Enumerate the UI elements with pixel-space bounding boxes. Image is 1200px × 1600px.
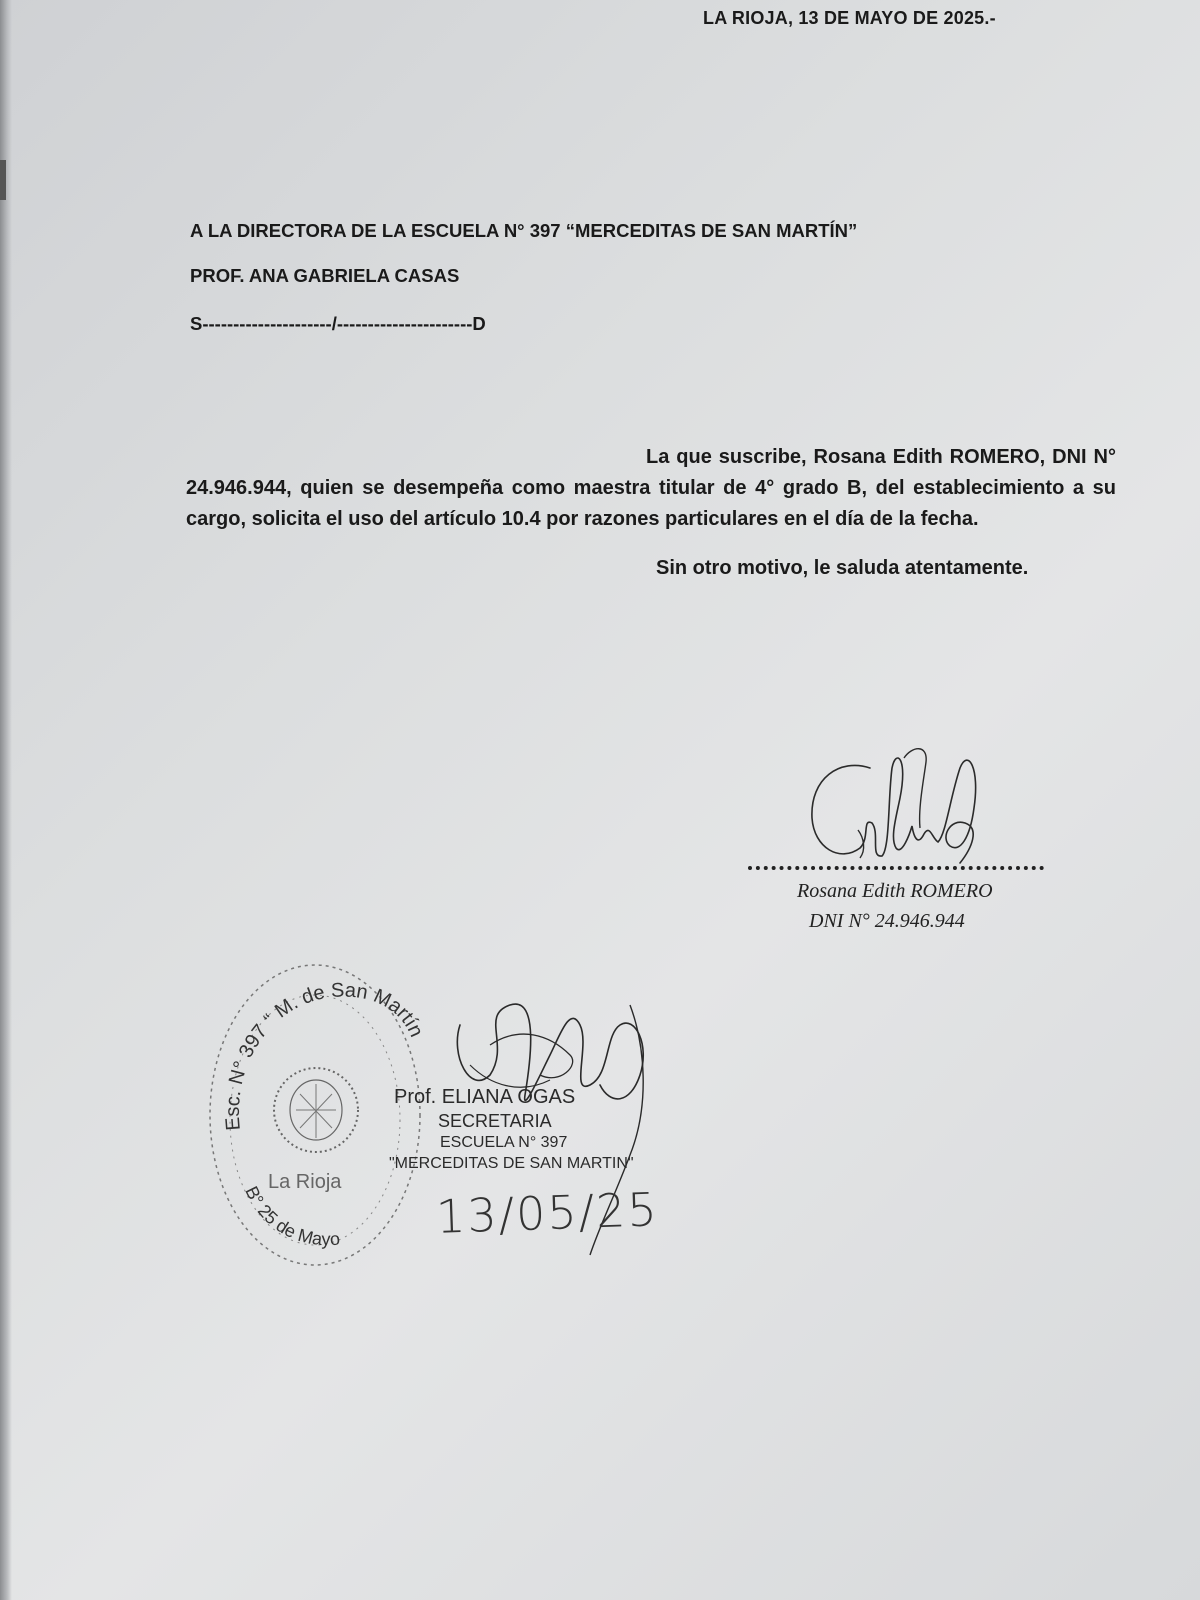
date-line: LA RIOJA, 13 DE MAYO DE 2025.- xyxy=(703,8,996,28)
signature-line xyxy=(748,866,1044,870)
stamp-name: Prof. ELIANA OGAS xyxy=(394,1086,576,1108)
body-paragraph xyxy=(186,442,1116,535)
paper-edge-mark xyxy=(0,160,6,200)
author-signature xyxy=(800,738,1020,878)
stamp-school: ESCUELA N° 397 xyxy=(440,1134,568,1151)
handwritten-date: 13/05/25 xyxy=(435,1182,660,1244)
closing-line: Sin otro motivo, le saluda atentamente. xyxy=(656,557,1029,579)
signer-dni: DNI N° 24.946.944 xyxy=(809,910,965,932)
recipient-line-3: S---------------------/----------------------D xyxy=(190,313,486,334)
seal-bottom-path: B° 25 de Mayo xyxy=(241,1183,341,1250)
seal-center-text: La Rioja xyxy=(268,1171,342,1193)
stamp-title: SECRETARIA xyxy=(438,1111,552,1131)
paper-edge-shadow xyxy=(0,0,12,1600)
recipient-line-2: PROF. ANA GABRIELA CASAS xyxy=(190,265,460,286)
stamp-school-name: "MERCEDITAS DE SAN MARTIN" xyxy=(389,1155,634,1172)
school-seal xyxy=(200,960,430,1280)
recipient-line-1: A LA DIRECTORA DE LA ESCUELA N° 397 “MERCEDITAS DE SAN MARTÍN” xyxy=(190,220,858,241)
signer-name: Rosana Edith ROMERO xyxy=(797,880,993,902)
body-text: La que suscribe, Rosana Edith ROMERO, DNI N° 24.946.944, quien se desempeña como maestra titular de 4° grado B, del establecimiento a su cargo, solicita el uso del artículo 10.4 por razones particulares en el día de la fecha. xyxy=(186,446,1116,530)
seal-top-path: Esc. N° 397 “ M. de San Martín xyxy=(221,979,428,1132)
